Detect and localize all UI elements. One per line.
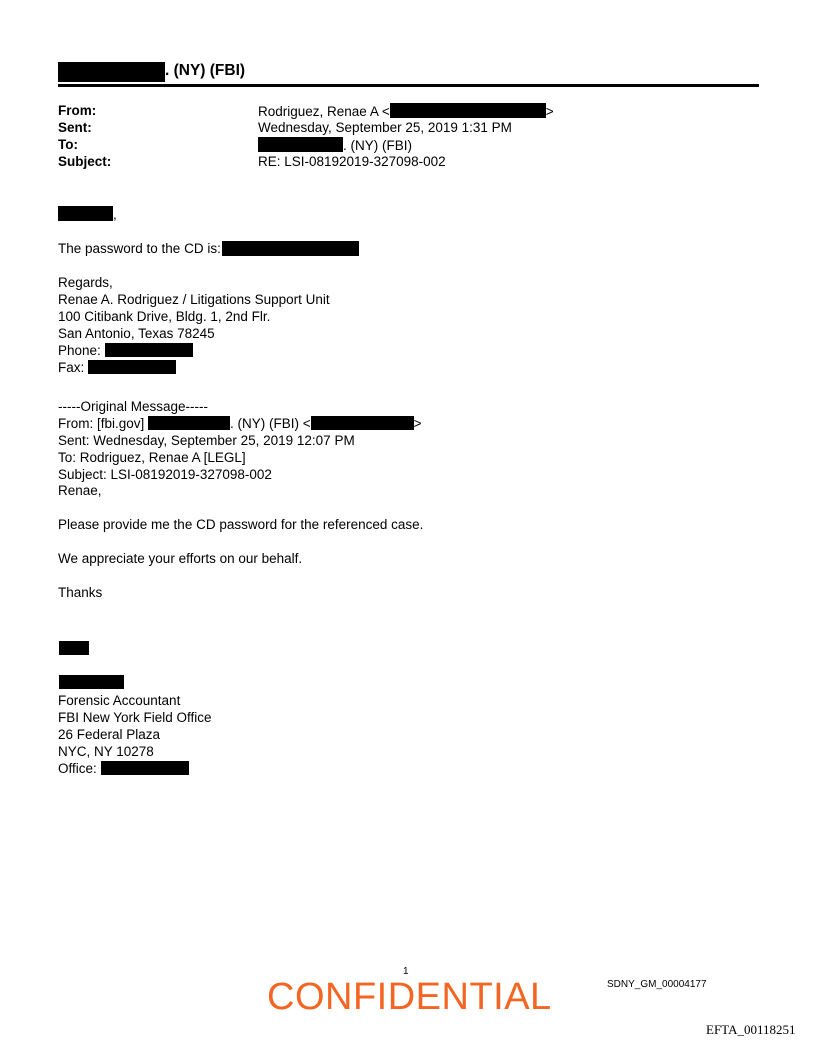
phone-label: Phone: xyxy=(58,343,101,358)
original-sent: Sent: Wednesday, September 25, 2019 12:07 PM xyxy=(58,433,355,448)
redacted-recipient xyxy=(258,137,343,152)
from-label: From: xyxy=(58,103,97,118)
phone-line xyxy=(58,342,330,359)
subject-value: RE: LSI-08192019-327098-002 xyxy=(258,154,446,169)
signature-line: 26 Federal Plaza xyxy=(58,727,161,742)
fax-label: Fax: xyxy=(58,360,85,375)
to-suffix: . (NY) (FBI) xyxy=(343,138,412,153)
original-subject: Subject: LSI-08192019-327098-002 xyxy=(58,467,272,482)
redacted-initials xyxy=(59,641,89,655)
redacted-sender xyxy=(148,416,230,430)
original-signature xyxy=(58,692,212,777)
redacted-password xyxy=(222,241,359,256)
original-thanks: Thanks xyxy=(58,585,103,600)
bates-number: EFTA_00118251 xyxy=(706,1022,796,1037)
from-name: Rodriguez, Renae A < xyxy=(258,104,390,119)
original-message xyxy=(58,398,422,483)
from-value xyxy=(258,103,554,119)
original-greeting: Renae, xyxy=(58,483,102,498)
from-email-close: > xyxy=(545,104,554,119)
original-divider: -----Original Message----- xyxy=(58,399,209,414)
header-rule xyxy=(58,84,759,87)
reply-signature xyxy=(58,274,330,376)
greeting xyxy=(58,206,117,223)
signature-line: San Antonio, Texas 78245 xyxy=(58,326,215,341)
subject-label: Subject: xyxy=(58,154,112,169)
redacted-office-phone xyxy=(101,761,189,775)
redacted-name xyxy=(58,62,165,82)
email-owner-title: . (NY) (FBI) xyxy=(165,62,246,79)
redacted-fax xyxy=(88,360,176,374)
password-line-text: The password to the CD is: xyxy=(58,241,221,256)
signature-line: Renae A. Rodriguez / Litigations Support Unit xyxy=(58,292,330,307)
original-from xyxy=(58,415,422,432)
redacted-greeting-name xyxy=(58,206,113,221)
office-label: Office: xyxy=(58,761,97,776)
signature-line: 100 Citibank Drive, Bldg. 1, 2nd Flr. xyxy=(58,309,271,324)
password-line xyxy=(58,240,221,257)
to-value xyxy=(258,137,412,153)
document-id: SDNY_GM_00004177 xyxy=(607,979,707,990)
signature-line: Forensic Accountant xyxy=(58,693,181,708)
sent-label: Sent: xyxy=(58,120,92,135)
sent-value: Wednesday, September 25, 2019 1:31 PM xyxy=(258,120,512,135)
original-from-suffix: > xyxy=(413,416,422,431)
fax-line xyxy=(58,359,330,376)
original-to: To: Rodriguez, Renae A [LEGL] xyxy=(58,450,246,465)
signature-line: FBI New York Field Office xyxy=(58,710,212,725)
to-label: To: xyxy=(58,137,78,152)
redacted-phone xyxy=(105,343,193,357)
signature-line: NYC, NY 10278 xyxy=(58,744,154,759)
greeting-comma: , xyxy=(113,207,117,222)
original-from-prefix: From: [fbi.gov] xyxy=(58,416,145,431)
redacted-sender-email xyxy=(311,416,414,430)
redacted-sender-name xyxy=(59,675,124,689)
original-line-1: Please provide me the CD password for the referenced case. xyxy=(58,517,424,532)
redacted-email xyxy=(390,103,546,118)
page-number: 1 xyxy=(403,966,409,977)
office-line xyxy=(58,760,212,777)
confidential-stamp: CONFIDENTIAL xyxy=(267,976,552,1018)
signature-line: Regards, xyxy=(58,275,113,290)
original-line-2: We appreciate your efforts on our behalf. xyxy=(58,551,303,566)
original-from-middle: . (NY) (FBI) < xyxy=(230,416,311,431)
